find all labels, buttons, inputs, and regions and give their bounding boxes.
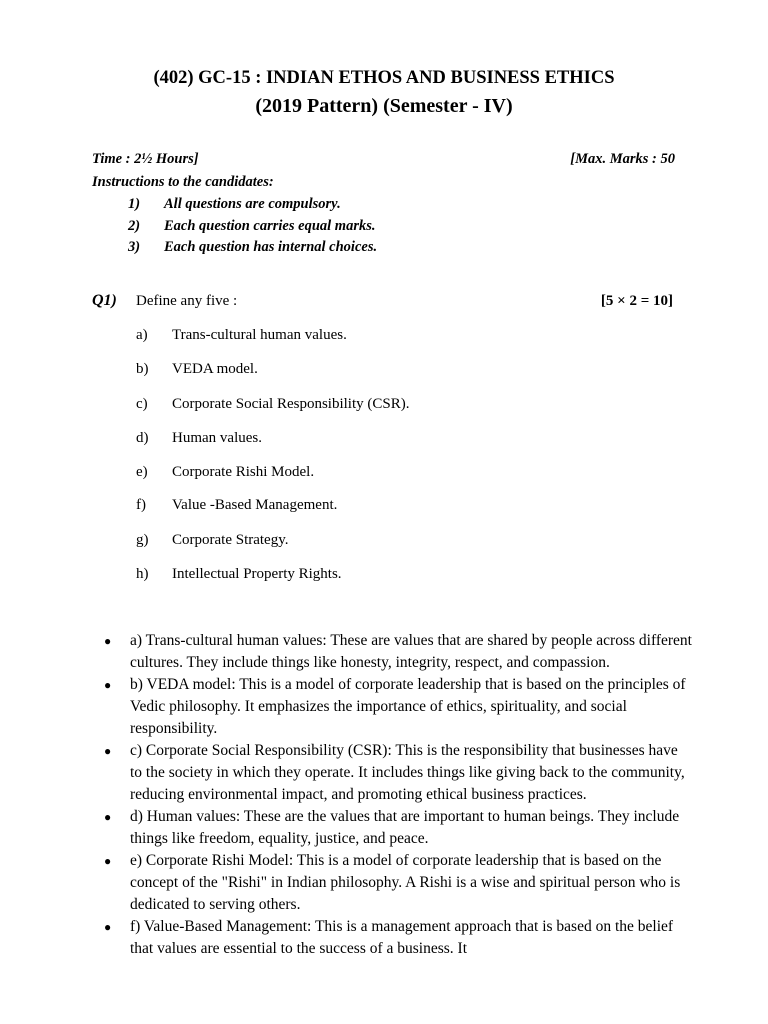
paper-title: (402) GC-15 : INDIAN ETHOS AND BUSINESS ETHICS [153, 68, 615, 88]
instruction-text: Each question carries equal marks. [164, 218, 376, 234]
answer-text: f) Value-Based Management: This is a management approach that is based on the belief that values are essential to the success of a business. It [130, 918, 674, 957]
answer-item [92, 850, 692, 916]
option-text: Trans-cultural human values. [172, 327, 347, 343]
option-text: Corporate Strategy. [172, 532, 289, 548]
question-option [136, 464, 314, 481]
question-option [136, 532, 289, 549]
question-option [136, 396, 410, 413]
option-letter: d) [136, 430, 149, 446]
question-option [136, 497, 337, 514]
instruction-item [128, 196, 341, 213]
instruction-number: 1) [128, 196, 141, 212]
bullet-icon: ● [104, 810, 112, 824]
bullet-icon: ● [104, 854, 112, 868]
time-allowed: Time : 2½ Hours] [92, 151, 199, 167]
question-option [136, 361, 258, 378]
bullet-icon: ● [104, 744, 112, 758]
answer-text: c) Corporate Social Responsibility (CSR): This is the responsibility that businesses have to the society in which they operate. It includes things like giving back to the community, reducing environmental impact, and promoting ethical business practices. [130, 742, 685, 803]
option-letter: c) [136, 396, 148, 412]
instruction-number: 2) [128, 218, 141, 234]
answer-item [92, 916, 692, 960]
option-letter: b) [136, 361, 149, 377]
bullet-icon: ● [104, 634, 112, 648]
option-text: Human values. [172, 430, 262, 446]
max-marks: [Max. Marks : 50 [570, 151, 675, 167]
bullet-icon: ● [104, 678, 112, 692]
answer-list [92, 630, 692, 960]
instruction-text: Each question has internal choices. [164, 239, 378, 255]
option-text: Intellectual Property Rights. [172, 566, 342, 582]
answer-text: b) VEDA model: This is a model of corporate leadership that is based on the principles of Vedic philosophy. It emphasizes the importance of ethics, spirituality, and social responsibility. [130, 676, 686, 737]
question-option [136, 327, 347, 344]
answer-item [92, 674, 692, 740]
question-option [136, 430, 262, 447]
option-letter: a) [136, 327, 148, 343]
bullet-icon: ● [104, 920, 112, 934]
answer-item [92, 630, 692, 674]
question-text: Define any five : [136, 293, 238, 309]
option-letter: e) [136, 464, 148, 480]
answer-item [92, 806, 692, 850]
question-label: Q1) [92, 292, 117, 309]
instruction-number: 3) [128, 239, 141, 255]
option-text: Corporate Social Responsibility (CSR). [172, 396, 410, 412]
instruction-item [128, 239, 377, 256]
option-text: VEDA model. [172, 361, 258, 377]
option-letter: f) [136, 497, 146, 513]
instruction-item [128, 218, 375, 235]
instructions-heading: Instructions to the candidates: [92, 174, 274, 190]
question-marks: [5 × 2 = 10] [600, 293, 673, 309]
option-text: Corporate Rishi Model. [172, 464, 315, 480]
answer-item [92, 740, 692, 806]
option-letter: h) [136, 566, 149, 582]
answer-text: a) Trans-cultural human values: These are values that are shared by people across different cultures. They include things like honesty, integrity, respect, and compassion. [130, 632, 692, 671]
option-letter: g) [136, 532, 149, 548]
option-text: Value -Based Management. [172, 497, 338, 513]
question-option [136, 566, 342, 583]
paper-subtitle: (2019 Pattern) (Semester - IV) [255, 95, 513, 117]
answer-text: d) Human values: These are the values that are important to human beings. They include things like freedom, equality, justice, and peace. [130, 808, 680, 847]
answer-text: e) Corporate Rishi Model: This is a model of corporate leadership that is based on the concept of the "Rishi" in Indian philosophy. A Rishi is a wise and spiritual person who is dedicated to serving others. [130, 852, 681, 913]
instruction-text: All questions are compulsory. [164, 196, 341, 212]
